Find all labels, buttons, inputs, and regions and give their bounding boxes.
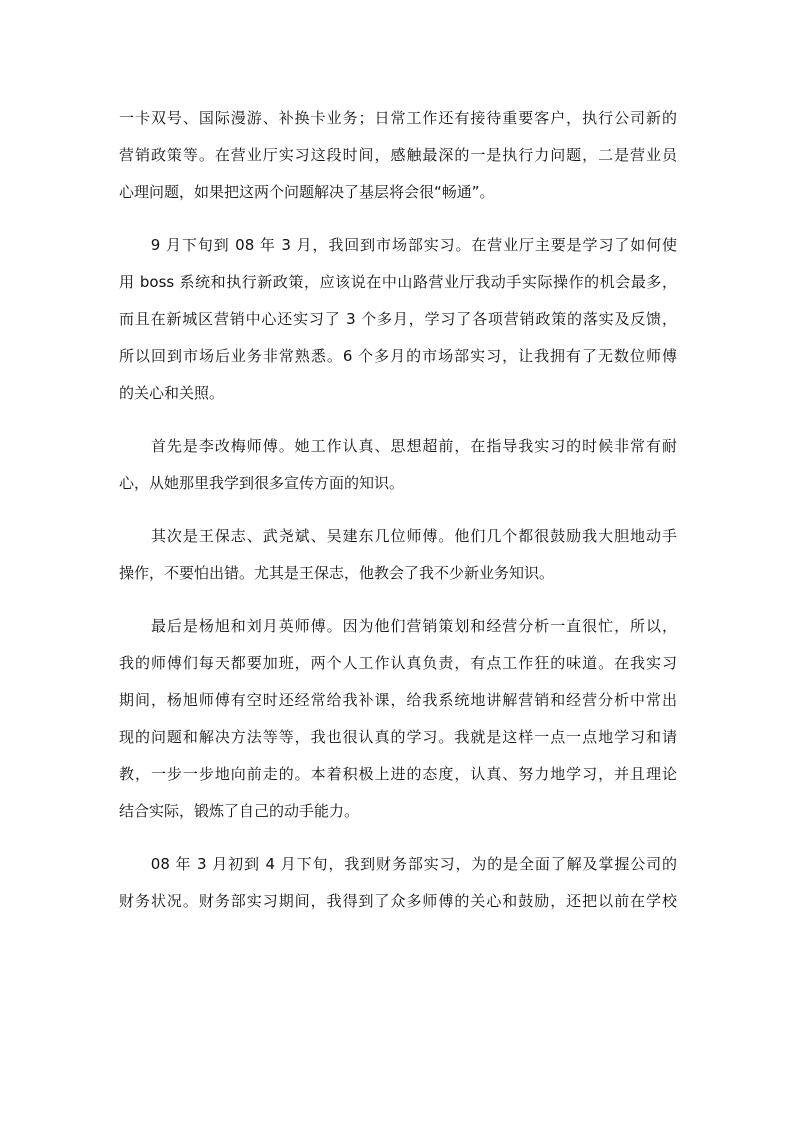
paragraph-1 — [119, 103, 677, 214]
text-line: 心，从她那里我学到很多宣传方面的知识。 — [119, 474, 405, 492]
document-body — [119, 103, 677, 923]
text-line: 用 boss 系统和执行新政策，应该说在中山路营业厅我动手实际操作的机会最多， — [119, 273, 677, 291]
text-line: 操作，不要怕出错。尤其是王保志，他教会了我不少新业务知识。 — [119, 564, 555, 582]
paragraph-6 — [119, 849, 677, 923]
text-line: 财务状况。财务部实习期间，我得到了众多师傅的关心和鼓励，还把以前在学校 — [119, 892, 677, 910]
paragraph-gap — [119, 505, 677, 521]
paragraph-gap — [119, 833, 677, 849]
text-line: 教，一步一步地向前走的。本着积极上进的态度，认真、努力地学习，并且理论 — [119, 765, 677, 783]
text-line: 而且在新城区营销中心还实习了 3 个多月，学习了各项营销政策的落实及反馈， — [119, 310, 677, 328]
paragraph-2 — [119, 230, 677, 415]
text-line: 08 年 3 月初到 4 月下旬，我到财务部实习，为的是全面了解及掌握公司的 — [119, 855, 677, 873]
text-line: 现的问题和解决方法等等，我也很认真的学习。我就是这样一点一点地学习和请 — [119, 728, 677, 746]
text-line: 我的师傅们每天都要加班，两个人工作认真负责，有点工作狂的味道。在我实习 — [119, 654, 677, 672]
text-line: 最后是杨旭和刘月英师傅。因为他们营销策划和经营分析一直很忙，所以， — [119, 617, 677, 635]
text-line: 所以回到市场后业务非常熟悉。6 个多月的市场部实习，让我拥有了无数位师傅 — [119, 347, 677, 365]
text-line: 首先是李改梅师傅。她工作认真、思想超前，在指导我实习的时候非常有耐 — [119, 437, 677, 455]
paragraph-3 — [119, 431, 677, 505]
paragraph-5 — [119, 611, 677, 833]
text-line: 期间，杨旭师傅有空时还经常给我补课，给我系统地讲解营销和经营分析中常出 — [119, 691, 677, 709]
paragraph-4 — [119, 521, 677, 595]
paragraph-gap — [119, 214, 677, 230]
text-line: 结合实际，锻炼了自己的动手能力。 — [119, 802, 360, 820]
text-line: 9 月下旬到 08 年 3 月，我回到市场部实习。在营业厅主要是学习了如何使 — [119, 236, 677, 254]
text-line: 的关心和关照。 — [119, 384, 225, 402]
text-line: 营销政策等。在营业厅实习这段时间，感触最深的一是执行力问题，二是营业员 — [119, 146, 677, 164]
text-line: 一卡双号、国际漫游、补换卡业务；日常工作还有接待重要客户，执行公司新的 — [119, 109, 677, 127]
paragraph-gap — [119, 595, 677, 611]
text-line: 心理问题，如果把这两个问题解决了基层将会很“畅通”。 — [119, 183, 495, 201]
text-line: 其次是王保志、武尧斌、吴建东几位师傅。他们几个都很鼓励我大胆地动手 — [119, 527, 677, 545]
paragraph-gap — [119, 415, 677, 431]
